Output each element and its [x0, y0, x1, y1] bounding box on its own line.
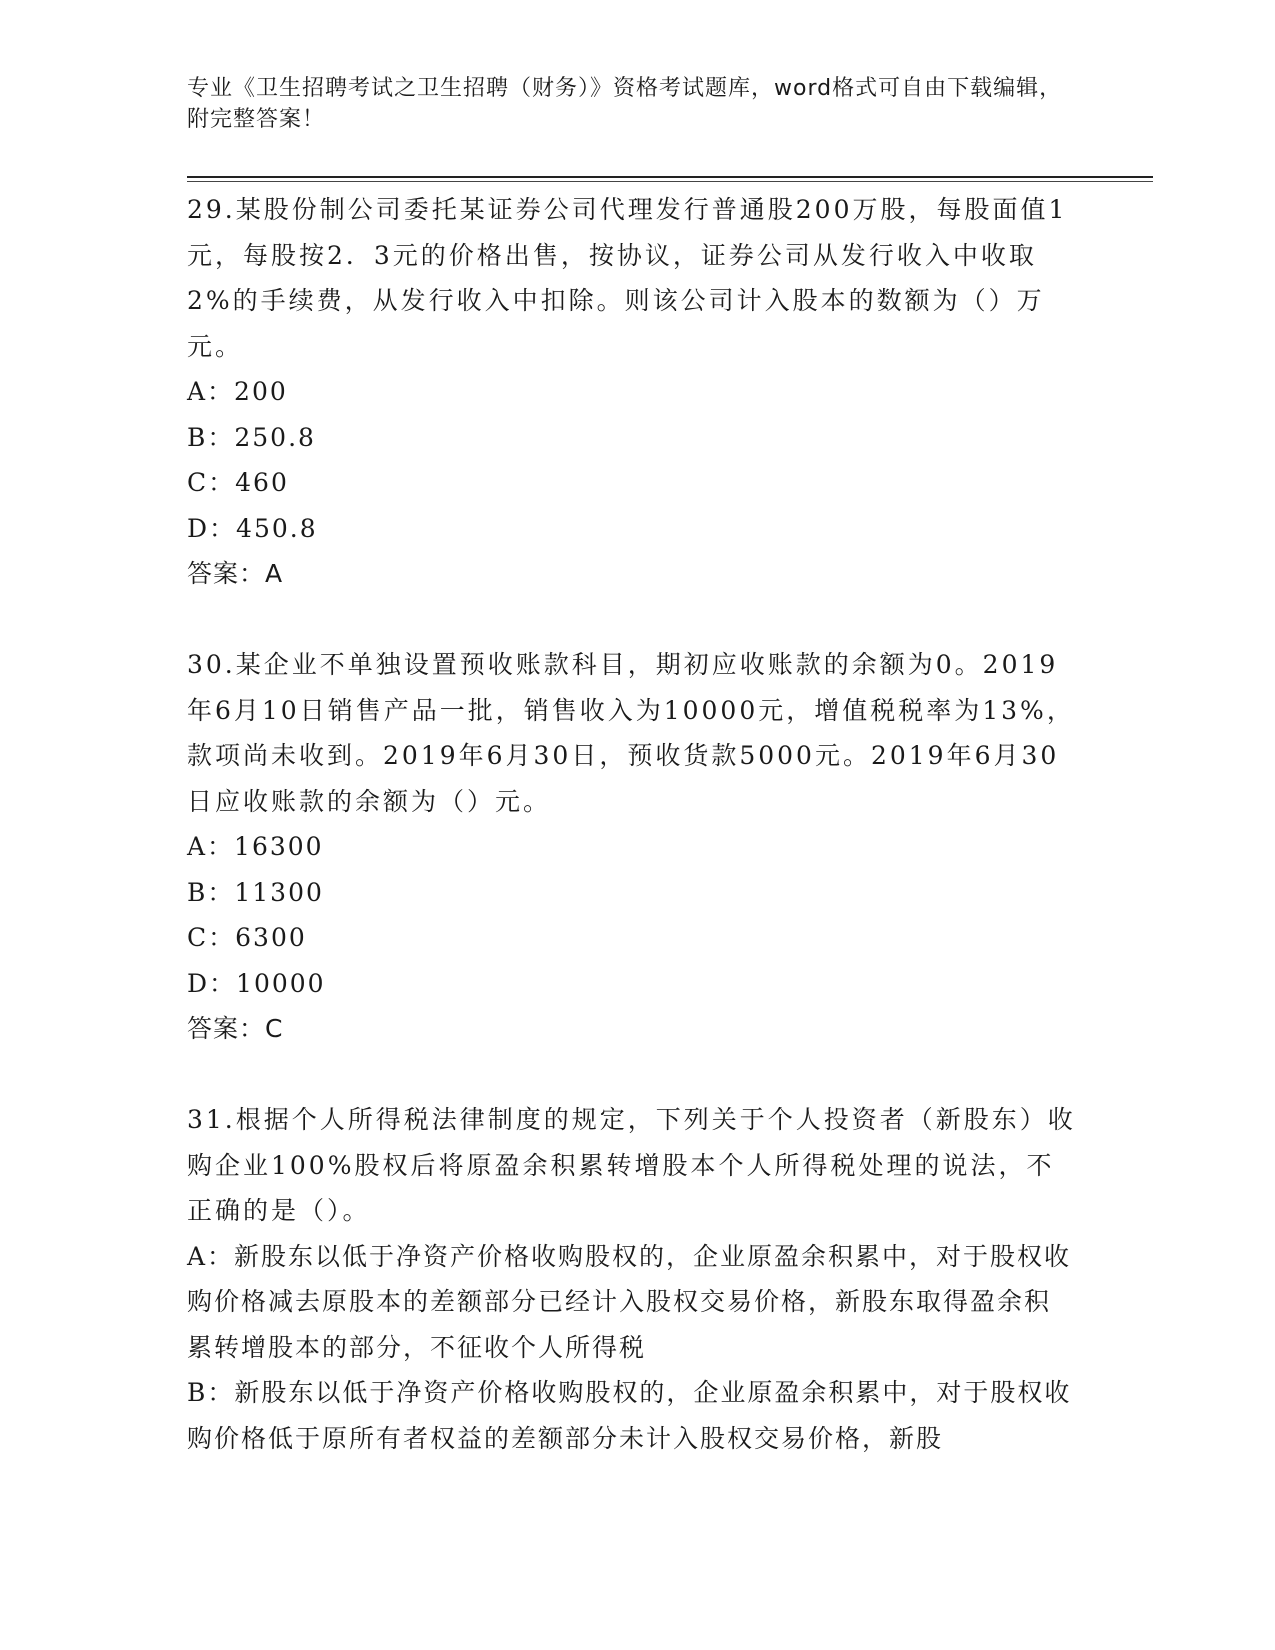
option-d: D：10000 [187, 968, 326, 998]
option-a: A：200 [187, 377, 288, 406]
header-divider [187, 176, 1153, 178]
option-c: C：6300 [187, 923, 307, 952]
question-spacer [187, 1052, 1077, 1098]
option-b: B：11300 [187, 877, 324, 907]
question-stem: 30.某企业不单独设置预收账款科目，期初应收账款的余额为0。2019年6月10日销售产品一批，销售收入为10000元，增值税税率为13%，款项尚未收到。2019年6月30日，预收货款5000元。2019年6月30日应收账款的余额为（）元。 [187, 650, 1075, 816]
option-a: A：16300 [187, 832, 324, 861]
header-divider-thin [187, 181, 1153, 182]
question-31 [187, 1097, 1077, 1461]
option-a: A：新股东以低于净资产价格收购股权的，企业原盈余积累中，对于股权收购价格减去原股本的差额部分已经计入股权交易价格，新股东取得盈余积累转增股本的部分，不征收个人所得税 [187, 1241, 1072, 1362]
question-spacer [187, 597, 1077, 643]
question-stem: 29.某股份制公司委托某证券公司代理发行普通股200万股，每股面值1元，每股按2．3元的价格出售，按协议，证券公司从发行收入中收取2%的手续费，从发行收入中扣除。则该公司计入股本的数额为（）万元。 [187, 195, 1068, 361]
option-b: B：250.8 [187, 422, 316, 452]
answer-line: 答案：C [187, 1014, 284, 1043]
document-header: 专业《卫生招聘考试之卫生招聘（财务）》资格考试题库，word格式可自由下载编辑，附完整答案！ [187, 76, 1063, 132]
question-30 [187, 642, 1077, 1052]
question-list [187, 187, 1077, 1461]
answer-line: 答案：A [187, 559, 284, 588]
option-b: B：新股东以低于净资产价格收购股权的，企业原盈余积累中，对于股权收购价格低于原所有者权益的差额部分未计入股权交易价格，新股 [187, 1378, 1072, 1453]
question-stem: 31.根据个人所得税法律制度的规定，下列关于个人投资者（新股东）收购企业100%股权后将原盈余积累转增股本个人所得税处理的说法，不正确的是（）。 [187, 1105, 1076, 1225]
question-29 [187, 187, 1077, 597]
option-d: D：450.8 [187, 513, 318, 543]
option-c: C：460 [187, 468, 289, 497]
